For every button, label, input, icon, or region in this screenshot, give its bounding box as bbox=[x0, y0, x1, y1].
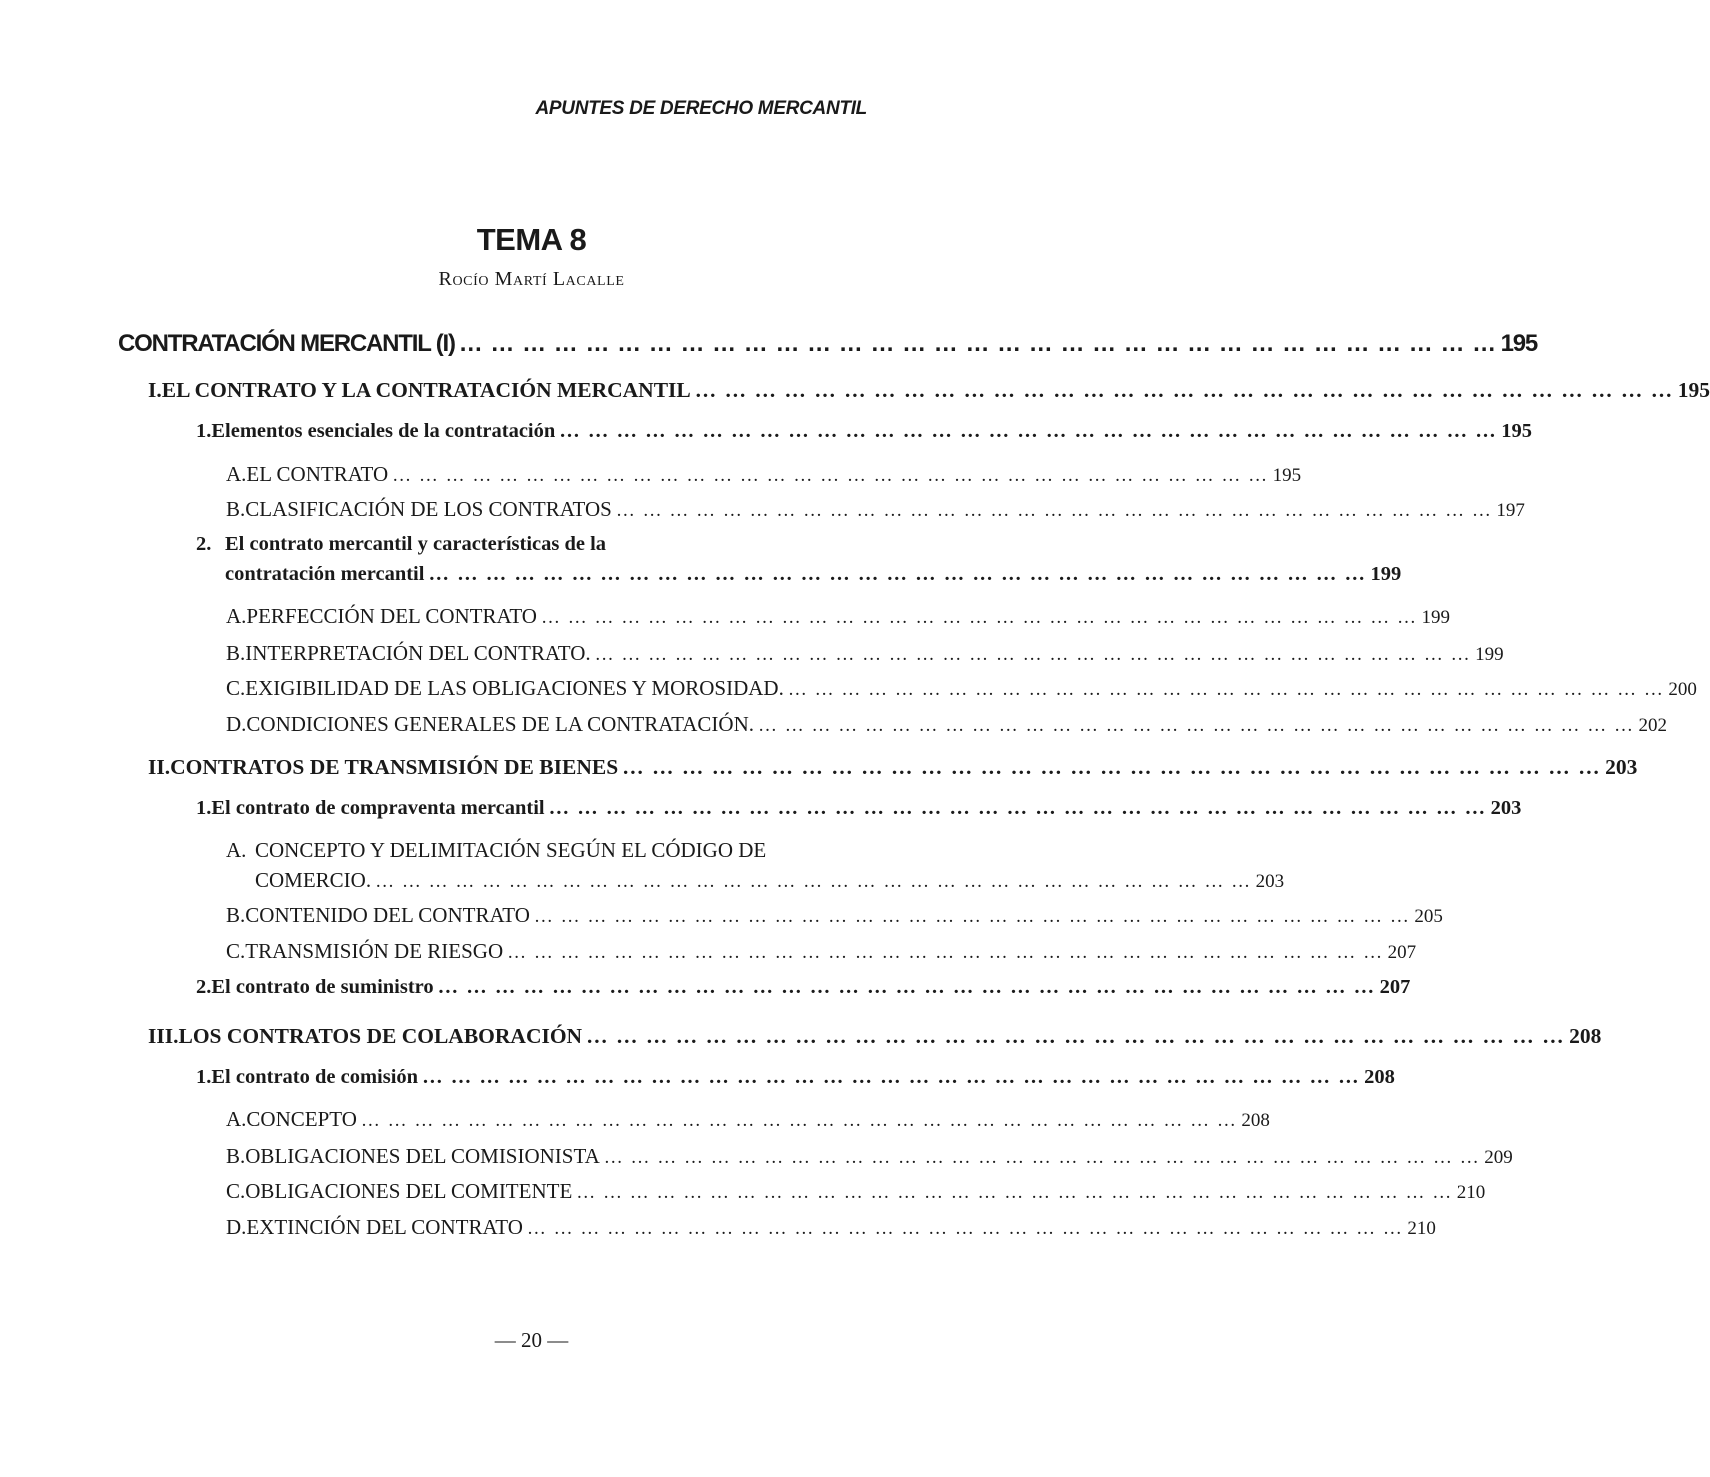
toc-leader-dots: … … … … … … … … … … … … … … … … … … … … … … … … … … … … … … … … … bbox=[360, 1110, 1238, 1131]
toc-leader-dots: … … … … … … … … … … … … … … … … … … … … … … … … … … … … … … … … … bbox=[548, 797, 1487, 819]
toc-entry bbox=[148, 378, 1710, 403]
toc-leader-dots: … … … … … … … … … … … … … … … … … … … … … … … … … … … … … … … … … bbox=[422, 1066, 1361, 1088]
toc-entry bbox=[148, 755, 1638, 780]
toc-entry-number: A. bbox=[226, 1107, 247, 1131]
toc-entry-title: EL CONTRATO bbox=[246, 462, 389, 486]
toc-entry-number: 1. bbox=[196, 797, 212, 819]
toc-entry-title: PERFECCIÓN DEL CONTRATO bbox=[246, 604, 537, 628]
toc-entry-page: 203 bbox=[1255, 871, 1285, 892]
toc-entry-page: 208 bbox=[1569, 1024, 1602, 1048]
toc-entry bbox=[225, 563, 1402, 586]
toc-entry-page: 197 bbox=[1496, 500, 1525, 521]
toc-entry bbox=[196, 797, 1522, 820]
toc-entry-number: D. bbox=[226, 1215, 247, 1239]
toc-entry-title: TRANSMISIÓN DE RIESGO bbox=[245, 939, 504, 963]
toc-entry-number: A. bbox=[226, 838, 247, 862]
toc-leader-dots: … … … … … … … … … … … … … … … … … … … … … … … … … … … … … … … … … bbox=[559, 420, 1498, 442]
toc-entry bbox=[196, 1066, 1395, 1089]
toc-leader-dots: … … … … … … … … … … … … … … … … … … … … … … … … … … … … … … … … … bbox=[533, 906, 1411, 927]
toc-entry-title: El contrato de suministro bbox=[211, 976, 434, 998]
toc-entry-title: Elementos esenciales de la contratación bbox=[211, 420, 556, 442]
toc-entry bbox=[226, 1179, 1486, 1204]
toc-entry-title: COMERCIO. bbox=[255, 868, 372, 892]
toc-leader-dots: … … … … … … … … … … … … … … … … … … … … … … … … … … … … … … … … … bbox=[594, 644, 1472, 665]
toc-entry-title: CONTRATACIÓN MERCANTIL (I) bbox=[118, 330, 455, 357]
toc-entry-page: 195 bbox=[1501, 420, 1533, 442]
chapter-author: Rocío Martí Lacalle bbox=[438, 268, 625, 290]
toc-leader-dots: … … … … … … … … … … … … … … … … … … … … … … … … … … … … … … … … … bbox=[526, 1218, 1404, 1239]
chapter-title: TEMA 8 bbox=[476, 222, 587, 257]
toc-leader-dots: … … … … … … … … … … … … … … … … … … … … … … … … … … … … … … … … … bbox=[694, 378, 1674, 402]
toc-leader-dots: … … … … … … … … … … … … … … … … … … … … … … … … … … … … … … … … … bbox=[622, 755, 1602, 779]
toc-entry-number: C. bbox=[226, 676, 246, 700]
toc-entry-number: I. bbox=[148, 378, 162, 402]
toc-entry-page: 202 bbox=[1638, 715, 1667, 736]
toc-entry-page: 210 bbox=[1456, 1182, 1486, 1203]
toc-leader-dots: … … … … … … … … … … … … … … … … … … … … … … … … … … … … … … … … … bbox=[576, 1182, 1453, 1203]
toc-entry-number: III. bbox=[148, 1024, 179, 1048]
toc-entry-number: D. bbox=[226, 712, 247, 736]
toc-entry-title: CONTENIDO DEL CONTRATO bbox=[245, 903, 530, 927]
toc-entry-number: B. bbox=[226, 497, 246, 521]
toc-entry-title: CONCEPTO Y DELIMITACIÓN SEGÚN EL CÓDIGO DE bbox=[255, 838, 767, 862]
toc-entry-page: 207 bbox=[1387, 942, 1417, 963]
toc-entry bbox=[226, 1107, 1270, 1132]
toc-entry-page: 205 bbox=[1414, 906, 1443, 927]
toc-leader-dots: … … … … … … … … … … … … … … … … … … … … … … … … … … … … … … … … … bbox=[428, 563, 1367, 585]
toc-entry-title: El contrato de compraventa mercantil bbox=[211, 797, 545, 819]
toc-leader-dots: … … … … … … … … … … … … … … … … … … … … … … … … … … … … … … … … … bbox=[437, 976, 1376, 998]
toc-entry-number: A. bbox=[226, 604, 247, 628]
toc-entry-title: EXTINCIÓN DEL CONTRATO bbox=[246, 1215, 523, 1239]
toc-leader-dots: … … … … … … … … … … … … … … … … … … … … … … … … … … … … … … … … … bbox=[375, 871, 1252, 892]
toc-entry-title: CONCEPTO bbox=[246, 1107, 357, 1131]
toc-leader-dots: … … … … … … … … … … … … … … … … … … … … … … … … … … … … … … … … … bbox=[392, 465, 1269, 486]
running-head: APUNTES DE DERECHO MERCANTIL bbox=[535, 98, 867, 119]
page-number: — 20 — bbox=[494, 1328, 569, 1352]
toc-leader-dots: … … … … … … … … … … … … … … … … … … … … … … … … … … … … … … … … … bbox=[586, 1024, 1566, 1048]
toc-entry-page: 195 bbox=[1677, 378, 1710, 402]
toc-entry-page: 199 bbox=[1475, 644, 1504, 665]
toc-entry-page: 199 bbox=[1421, 607, 1450, 628]
toc-entry bbox=[226, 1215, 1436, 1240]
toc-leader-dots: … … … … … … … … … … … … … … … … … … … … … … … … … … … … … … … … … bbox=[787, 679, 1665, 700]
toc-entry-title: contratación mercantil bbox=[225, 563, 425, 585]
toc-entry-number: 1. bbox=[196, 420, 212, 442]
toc-entry-page: 203 bbox=[1490, 797, 1522, 819]
toc-entry-page: 208 bbox=[1241, 1110, 1270, 1131]
toc-entry-number: A. bbox=[226, 462, 247, 486]
toc-entry-page: 209 bbox=[1484, 1147, 1513, 1168]
toc-entry-title: OBLIGACIONES DEL COMITENTE bbox=[245, 1179, 573, 1203]
toc-entry bbox=[196, 420, 1533, 443]
toc-entry-title: LOS CONTRATOS DE COLABORACIÓN bbox=[178, 1024, 583, 1048]
toc-entry-number: B. bbox=[226, 1144, 246, 1168]
toc-entry bbox=[196, 976, 1411, 999]
toc-entry bbox=[226, 497, 1525, 522]
toc-entry-number: C. bbox=[226, 1179, 246, 1203]
toc-entry bbox=[226, 676, 1697, 701]
toc-entry bbox=[148, 1024, 1602, 1049]
toc-entry-first-line bbox=[196, 533, 606, 556]
toc-entry-first-line bbox=[226, 838, 766, 863]
toc-entry-number: C. bbox=[226, 939, 246, 963]
toc-entry bbox=[226, 939, 1417, 964]
toc-entry bbox=[118, 330, 1538, 358]
toc-entry-title: El contrato mercantil y características de la bbox=[225, 533, 607, 555]
toc-entry-title: EXIGIBILIDAD DE LAS OBLIGACIONES Y MOROSIDAD. bbox=[245, 676, 784, 700]
toc-entry bbox=[226, 903, 1443, 928]
toc-entry bbox=[226, 1144, 1513, 1169]
toc-entry-page: 195 bbox=[1500, 330, 1538, 357]
toc-entry-page: 195 bbox=[1272, 465, 1302, 486]
toc-entry-title: EL CONTRATO Y LA CONTRATACIÓN MERCANTIL bbox=[161, 378, 691, 402]
toc-entry-page: 210 bbox=[1407, 1218, 1436, 1239]
toc-entry bbox=[226, 604, 1450, 629]
toc-leader-dots: … … … … … … … … … … … … … … … … … … … … … … … … … … … … … … … … … bbox=[507, 942, 1384, 963]
toc-entry-title: CLASIFICACIÓN DE LOS CONTRATOS bbox=[245, 497, 612, 521]
toc-entry-page: 208 bbox=[1364, 1066, 1395, 1088]
toc-entry-title: CONTRATOS DE TRANSMISIÓN DE BIENES bbox=[170, 755, 619, 779]
toc-entry bbox=[226, 641, 1504, 666]
toc-entry-page: 200 bbox=[1668, 679, 1697, 700]
toc-entry-page: 207 bbox=[1379, 976, 1411, 998]
toc-leader-dots: … … … … … … … … … … … … … … … … … … … … … … … … … … … … … … … … … bbox=[540, 607, 1418, 628]
toc-entry bbox=[255, 868, 1285, 893]
toc-leader-dots: … … … … … … … … … … … … … … … … … … … … … … … … … … … … … … … … … bbox=[458, 330, 1497, 357]
toc-leader-dots: … … … … … … … … … … … … … … … … … … … … … … … … … … … … … … … … … bbox=[615, 500, 1493, 521]
toc-leader-dots: … … … … … … … … … … … … … … … … … … … … … … … … … … … … … … … … … bbox=[757, 715, 1635, 736]
toc-entry-number: II. bbox=[148, 755, 171, 779]
toc-entry-title: OBLIGACIONES DEL COMISIONISTA bbox=[245, 1144, 600, 1168]
toc-leader-dots: … … … … … … … … … … … … … … … … … … … … … … … … … … … … … … … … … bbox=[603, 1147, 1481, 1168]
toc-entry-number: B. bbox=[226, 641, 246, 665]
toc-entry bbox=[226, 462, 1302, 487]
toc-entry-page: 203 bbox=[1605, 755, 1638, 779]
toc-entry-number: 1. bbox=[196, 1066, 212, 1088]
toc-entry-title: INTERPRETACIÓN DEL CONTRATO. bbox=[245, 641, 591, 665]
toc-entry-number: 2. bbox=[196, 976, 212, 998]
toc-entry-title: El contrato de comisión bbox=[211, 1066, 419, 1088]
toc-entry-title: CONDICIONES GENERALES DE LA CONTRATACIÓN. bbox=[246, 712, 754, 736]
toc-entry bbox=[226, 712, 1667, 737]
toc-entry-number: B. bbox=[226, 903, 246, 927]
toc-entry-number: 2. bbox=[196, 533, 212, 555]
toc-entry-page: 199 bbox=[1370, 563, 1402, 585]
